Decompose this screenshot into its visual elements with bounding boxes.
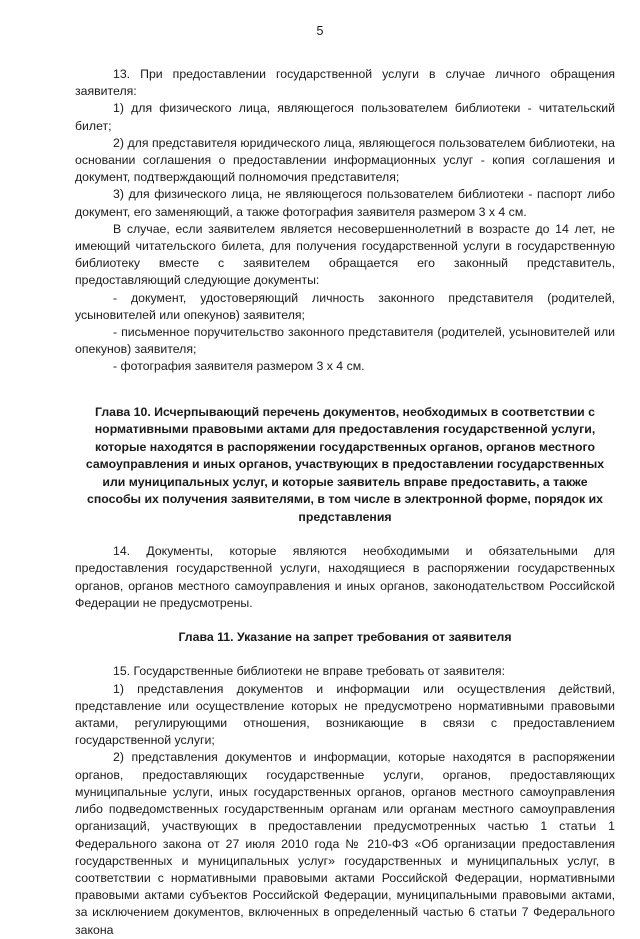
- page-number: 5: [316, 24, 324, 38]
- paragraph-14: 14. Документы, которые являются необходимыми и обязательными для предоставления государственной услуги, находящиеся в распоряжении государственных органов, органов местного самоуправления и иных органов, законодательством Российской Федерации не предусмотрены.: [75, 544, 615, 610]
- section-13-item-2: 2) для представителя юридического лица, являющегося пользователем библиотеки, на основании соглашения о предоставлении информационных услуг - копия соглашения и документ, подтверждающий полномочия представителя;: [75, 135, 615, 185]
- section-13-doc-2: - письменное поручительство законного представителя (родителей, усыновителей или опекунов) заявителя;: [75, 325, 615, 357]
- chapter-10-heading: Глава 10. Исчерпывающий перечень документов, необходимых в соответствии с нормативными правовыми актами для предоставления государственной услуги, которые находятся в распоряжении государственных органов, органов местного самоуправления и иных органов, участвующих в предоставлении государственных или муниципальных услуг, и которые заявитель вправе предоставить, а также способы их получения заявителями, в том числе в электронной форме, порядок их представления: [85, 404, 605, 524]
- paragraph-15: 15. Государственные библиотеки не вправе требовать от заявителя:: [113, 664, 505, 679]
- section-13-intro: 13. При предоставлении государственной услуги в случае личного обращения заявителя:: [75, 67, 615, 99]
- chapter-11-heading: Глава 11. Указание на запрет требования от заявителя: [178, 629, 512, 644]
- paragraph-15-item-1: 1) представления документов и информации или осуществления действий, представление или осуществление которых не предусмотрено нормативными правовыми актами, регулирующими отношения, возникающие в связи с предоставлением государственной услуги;: [75, 681, 615, 748]
- section-13-doc-1: - документ, удостоверяющий личность законного представителя (родителей, усыновителей или опекунов) заявителя;: [75, 290, 615, 322]
- section-13-item-1: 1) для физического лица, являющегося пользователем библиотеки - читательский билет;: [75, 101, 615, 133]
- section-13-doc-3: - фотография заявителя размером 3 х 4 см.: [113, 359, 365, 374]
- section-13-item-3: 3) для физического лица, не являющегося пользователем библиотеки - паспорт либо документ, его заменяющий, а также фотография заявителя размером 3 х 4 см.: [75, 187, 615, 219]
- section-13-minor-paragraph: В случае, если заявителем является несовершеннолетний в возрасте до 14 лет, не имеющий читательского билета, для получения государственной услуги в государственную библиотеку вместе с заявителем обращается его законный представитель, предоставляющий следующие документы:: [75, 221, 615, 288]
- page-content: [75, 66, 615, 939]
- paragraph-15-item-2: 2) представления документов и информации, которые находятся в распоряжении органов, предоставляющих государственные услуги, органов, предоставляющих муниципальные услуги, иных государственных органов, органов местного самоуправления либо подведомственных государственным органам или органам местного самоуправления организаций, участвующих в предоставлении предусмотренных частью 1 статьи 1 Федерального закона от 27 июля 2010 года № 210-ФЗ «Об организации предоставления государственных и муниципальных услуг» государственных и муниципальных услуг, в соответствии с нормативными правовыми актами Российской Федерации, нормативными правовыми актами субъектов Российской Федерации, муниципальными правовыми актами, за исключением документов, включенных в определенный частью 6 статьи 7 Федерального закона: [75, 750, 615, 937]
